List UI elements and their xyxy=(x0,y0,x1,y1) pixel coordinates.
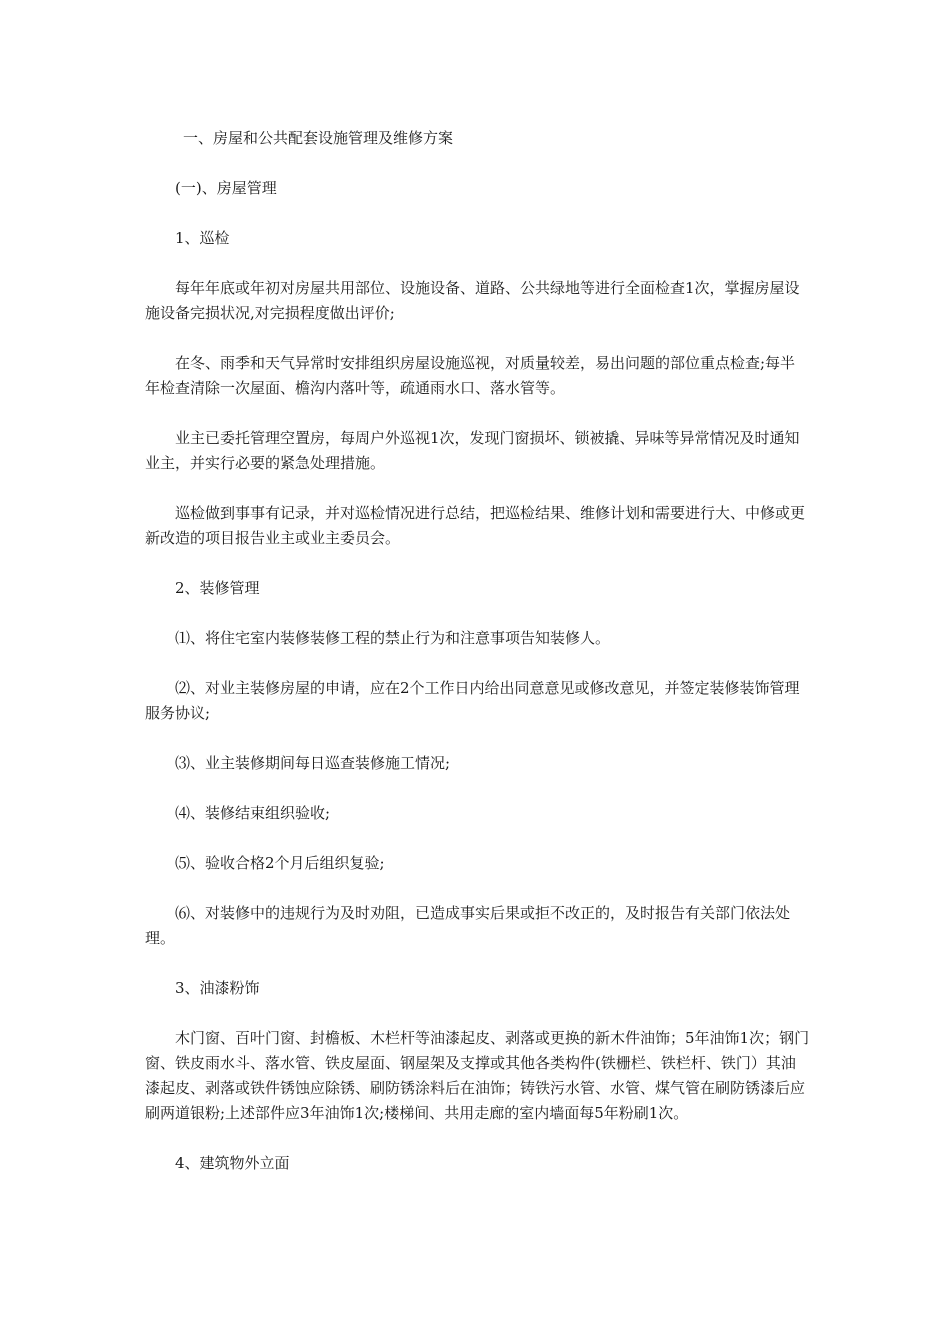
list-item: ⑴、将住宅室内装修装修工程的禁止行为和注意事项告知装修人。 xyxy=(175,629,611,647)
list-item: ⑶、业主装修期间每日巡查装修施工情况; xyxy=(175,754,451,772)
section-heading-house-management: (一)、房屋管理 xyxy=(175,179,277,197)
paragraph: 在冬、雨季和天气异常时安排组织房屋设施巡视，对质量较差，易出问题的部位重点检查;每半年检查清除一次屋面、檐沟内落叶等，疏通雨水口、落水管等。 xyxy=(145,354,796,397)
document-title: 一、房屋和公共配套设施管理及维修方案 xyxy=(183,129,454,147)
subheading-painting: 3、油漆粉饰 xyxy=(175,979,260,997)
list-item: ⑵、对业主装修房屋的申请，应在2个工作日内给出同意意见或修改意见，并签定装修装饰管理服务协议; xyxy=(145,679,800,722)
subheading-inspection: 1、巡检 xyxy=(175,229,230,247)
list-item: ⑹、对装修中的违规行为及时劝阻，已造成事实后果或拒不改正的，及时报告有关部门依法处理。 xyxy=(145,904,791,947)
paragraph: 业主已委托管理空置房，每周户外巡视1次，发现门窗损坏、锁被撬、异味等异常情况及时通知业主，并实行必要的紧急处理措施。 xyxy=(145,429,800,472)
list-item: ⑸、验收合格2个月后组织复验; xyxy=(175,854,385,872)
list-item: ⑷、装修结束组织验收; xyxy=(175,804,331,822)
paragraph: 每年年底或年初对房屋共用部位、设施设备、道路、公共绿地等进行全面检查1次，掌握房屋设施设备完损状况,对完损程度做出评价; xyxy=(145,279,800,322)
subheading-renovation: 2、装修管理 xyxy=(175,579,260,597)
paragraph: 木门窗、百叶门窗、封檐板、木栏杆等油漆起皮、剥落或更换的新木件油饰；5年油饰1次；钢门窗、铁皮雨水斗、落水管、铁皮屋面、钢屋架及支撑或其他各类构件(铁栅栏、铁栏杆、铁门）其油漆起皮、剥落或铁件锈蚀应除锈、刷防锈涂料后在油饰；铸铁污水管、水管、煤气管在刷防锈漆后应刷两道银粉;上述部件应3年油饰1次;楼梯间、共用走廊的室内墙面每5年粉刷1次。 xyxy=(145,1029,810,1122)
paragraph: 巡检做到事事有记录，并对巡检情况进行总结，把巡检结果、维修计划和需要进行大、中修或更新改造的项目报告业主或业主委员会。 xyxy=(145,504,806,547)
document-body xyxy=(145,126,810,1201)
subheading-facade: 4、建筑物外立面 xyxy=(175,1154,290,1172)
